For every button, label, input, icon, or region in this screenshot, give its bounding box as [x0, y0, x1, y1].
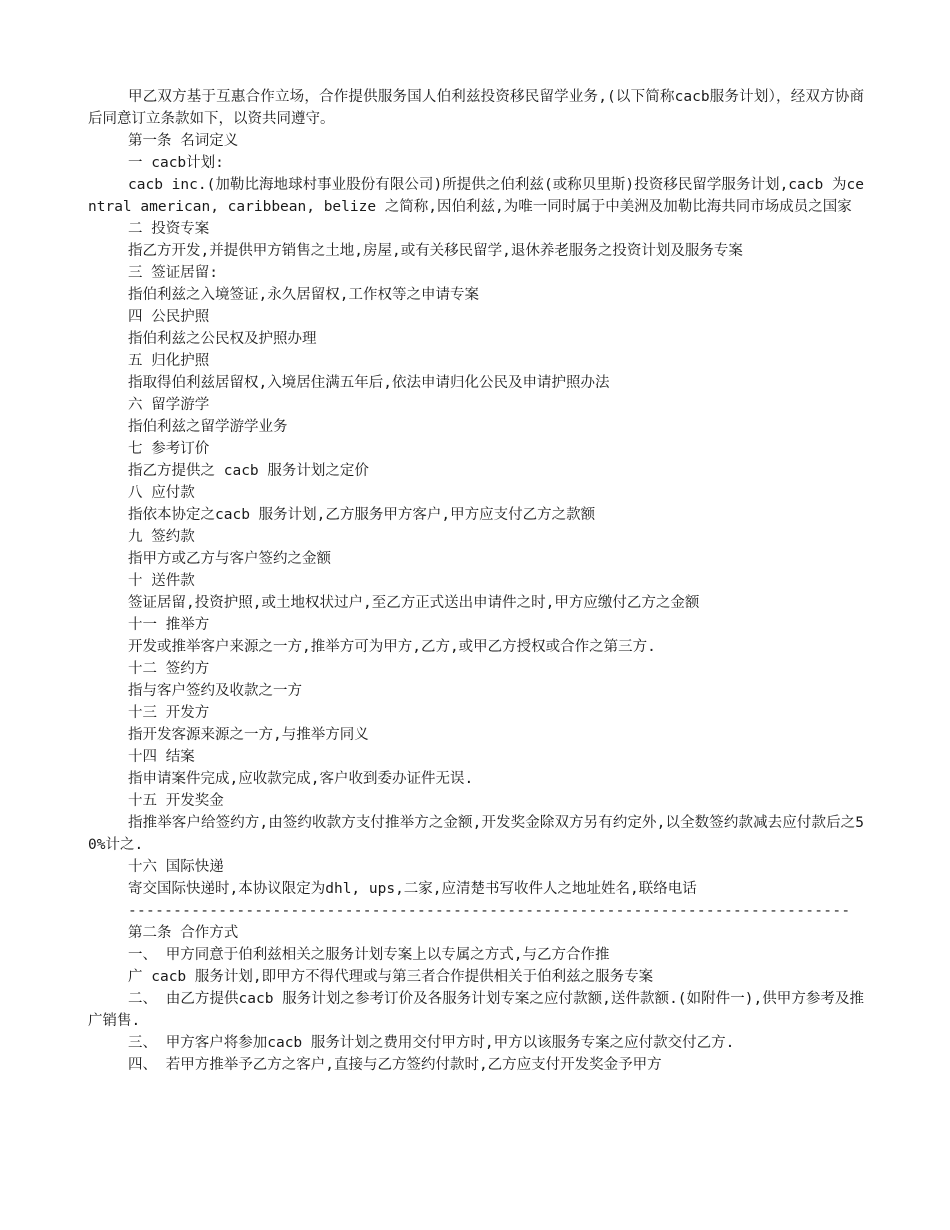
definition-11-title: 十一 推举方	[128, 617, 210, 633]
article-1-title: 第一条 名词定义	[128, 133, 239, 149]
cooperation-item-2: 二、 由乙方提供cacb 服务计划之参考订价及各服务计划专案之应付款额,送件款额.(如附件一),供甲方参考及推广销售.	[88, 991, 864, 1029]
definition-14-body: 指申请案件完成,应收款完成,客户收到委办证件无误.	[128, 771, 474, 787]
definition-6-body: 指伯利兹之留学游学业务	[128, 419, 288, 435]
definition-8-title: 八 应付款	[128, 485, 195, 501]
definition-2-title: 二 投资专案	[128, 221, 210, 237]
definition-15-body: 指推举客户给签约方,由签约收款方支付推举方之金额,开发奖金除双方另有约定外,以全数签约款减去应付款后之50%计之.	[88, 815, 864, 853]
definition-15-title: 十五 开发奖金	[128, 793, 224, 809]
definition-1-title: 一 cacb计划:	[128, 155, 224, 171]
article-2-title: 第二条 合作方式	[128, 925, 239, 941]
definition-7-title: 七 参考订价	[128, 441, 210, 457]
definition-7-body: 指乙方提供之 cacb 服务计划之定价	[128, 463, 369, 479]
definition-2-body: 指乙方开发,并提供甲方销售之土地,房屋,或有关移民留学,退休养老服务之投资计划及服务专案	[128, 243, 743, 259]
definition-6-title: 六 留学游学	[128, 397, 210, 413]
definition-12-body: 指与客户签约及收款之一方	[128, 683, 302, 699]
definition-12-title: 十二 签约方	[128, 661, 210, 677]
definition-13-body: 指开发客源来源之一方,与推举方同义	[128, 727, 369, 743]
cooperation-item-3: 三、 甲方客户将参加cacb 服务计划之费用交付甲方时,甲方以该服务专案之应付款交付乙方.	[128, 1035, 735, 1051]
intro-paragraph: 甲乙双方基于互惠合作立场，合作提供服务国人伯利兹投资移民留学业务,(以下简称cacb服务计划），经双方协商后同意订立条款如下，以资共同遵守。	[88, 89, 864, 127]
definition-8-body: 指依本协定之cacb 服务计划,乙方服务甲方客户,甲方应支付乙方之款额	[128, 507, 596, 523]
cooperation-item-1-line-2: 广 cacb 服务计划,即甲方不得代理或与第三者合作提供相关于伯利兹之服务专案	[128, 969, 654, 985]
definition-16-title: 十六 国际快递	[128, 859, 224, 875]
definition-14-title: 十四 结案	[128, 749, 195, 765]
definition-4-body: 指伯利兹之公民权及护照办理	[128, 331, 317, 347]
definition-16-body: 寄交国际快递时,本协议限定为dhl, ups,二家,应清楚书写收件人之地址姓名,联络电话	[128, 881, 697, 897]
definition-4-title: 四 公民护照	[128, 309, 210, 325]
document-page	[88, 86, 864, 1076]
definition-3-body: 指伯利兹之入境签证,永久居留权,工作权等之申请专案	[128, 287, 479, 303]
definition-3-title: 三 签证居留:	[128, 265, 218, 281]
definition-9-title: 九 签约款	[128, 529, 195, 545]
section-divider: --------------------------------------------------------------------------------	[128, 903, 851, 919]
cooperation-item-1-line-1: 一、 甲方同意于伯利兹相关之服务计划专案上以专属之方式,与乙方合作推	[128, 947, 610, 963]
definition-10-body: 签证居留,投资护照,或土地权状过户,至乙方正式送出申请件之时,甲方应缴付乙方之金额	[128, 595, 700, 611]
definition-9-body: 指甲方或乙方与客户签约之金额	[128, 551, 331, 567]
definition-10-title: 十 送件款	[128, 573, 195, 589]
definition-5-body: 指取得伯利兹居留权,入境居住满五年后,依法申请归化公民及申请护照办法	[128, 375, 610, 391]
definition-1-body: cacb inc.(加勒比海地球村事业股份有限公司)所提供之伯利兹(或称贝里斯)投资移民留学服务计划,cacb 为central american, caribbean, belize 之简称,因伯利兹,为唯一同时属于中美洲及加勒比海共同市场成员之国家	[88, 177, 864, 215]
definition-13-title: 十三 开发方	[128, 705, 210, 721]
definition-5-title: 五 归化护照	[128, 353, 210, 369]
cooperation-item-4: 四、 若甲方推举予乙方之客户,直接与乙方签约付款时,乙方应支付开发奖金予甲方	[128, 1057, 662, 1073]
definition-11-body: 开发或推举客户来源之一方,推举方可为甲方,乙方,或甲乙方授权或合作之第三方.	[128, 639, 656, 655]
